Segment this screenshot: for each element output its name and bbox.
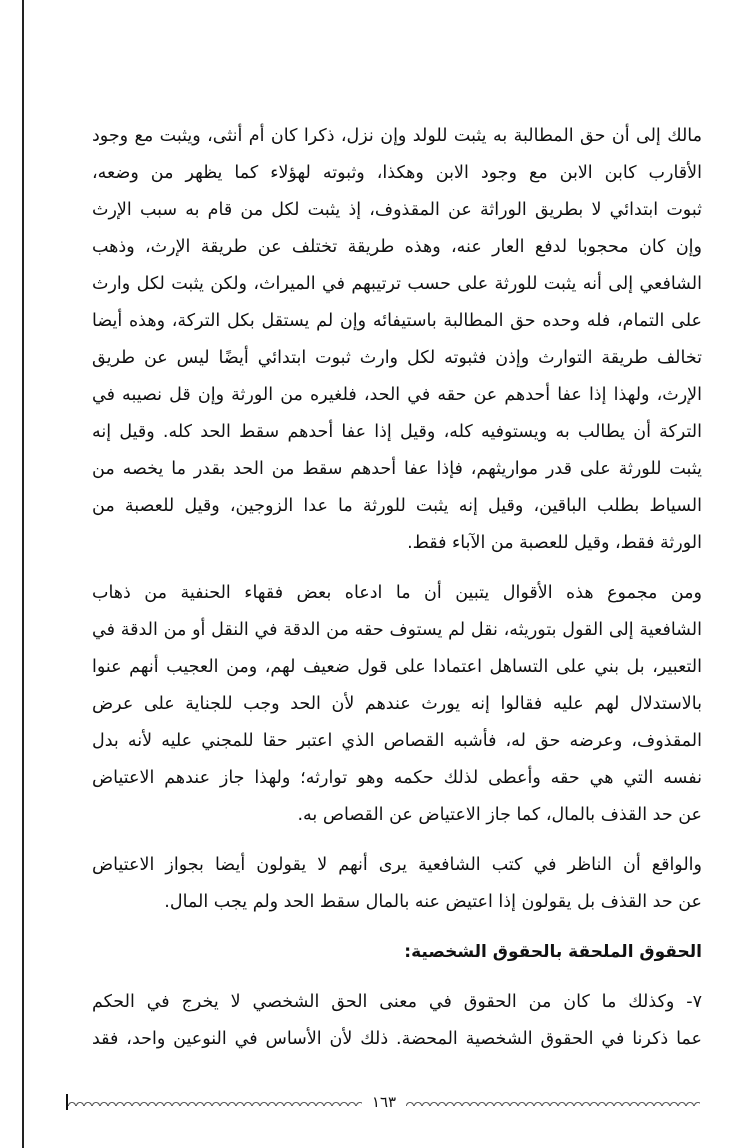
text-line: يثبت للورثة على قدر مواريثهم، فإذا عفا أحدهم سقط من الحد بقدر ما يخصه من (92, 459, 702, 479)
page-body (92, 118, 702, 1058)
section-heading: الحقوق الملحقة بالحقوق الشخصية: (404, 942, 702, 962)
text-line: مالك إلى أن حق المطالبة به يثبت للولد وإن نزل، ذكرا كان أم أنثى، ويثبت مع وجود (92, 126, 702, 146)
text-line: الشافعي إلى أنه يثبت للورثة على حسب ترتيبهم في الميراث، ولكن يثبت لكل وارث (92, 274, 702, 294)
text-line: الورثة فقط، وقيل للعصبة من الآباء فقط. (407, 533, 702, 553)
paragraph-4 (92, 984, 702, 1058)
text-line: عما ذكرنا في الحقوق الشخصية المحضة. ذلك لأن الأساس في النوعين واحد، فقد (92, 1029, 702, 1049)
text-line: ومن مجموع هذه الأقوال يتبين أن ما ادعاه بعض فقهاء الحنفية من ذهاب (92, 583, 702, 603)
page-footer (66, 1090, 700, 1114)
text-line: وإن كان محجوبا لدفع العار عنه، وهذه طريقة تختلف عن طريقة الإرث، وذهب (92, 237, 702, 257)
text-line: عن حد القذف بالمال، كما جاز الاعتياض عن القصاص به. (297, 805, 702, 825)
text-line: الشافعية إلى القول بتوريثه، نقل لم يستوف حقه من الدقة في النقل أو من الدقة في (92, 620, 702, 640)
text-line: عن حد القذف بل يقولون إذا اعتيض عنه بالمال سقط الحد ولم يجب المال. (164, 892, 702, 912)
text-line: الأقارب كابن الابن مع وجود الابن وهكذا، وثبوته لهؤلاء كما يظهر من وضعه، (92, 163, 702, 183)
text-line: ٧- وكذلك ما كان من الحقوق في معنى الحق الشخصي لا يخرج في الحكم (92, 992, 702, 1012)
footer-wavy-rule-right (406, 1098, 700, 1106)
text-line: المقذوف، وعرضه حق له، فأشبه القصاص الذي اعتبر حقا للمجني عليه لأنه بدل (92, 731, 702, 751)
text-line: التعبير، بل بني على التساهل اعتمادا على قول ضعيف لهم، ومن العجيب أنهم عنوا (92, 657, 702, 677)
text-line: على التمام، فله وحده حق المطالبة باستيفائه وإن لم يستقل بكل التركة، وهذه أيضا (92, 311, 702, 331)
text-line: السياط بطلب الباقين، وقيل إنه يثبت للورثة ما عدا الزوجين، وقيل للعصبة من (92, 496, 702, 516)
paragraph-3 (92, 847, 702, 921)
paragraph-1 (92, 118, 702, 562)
text-line: الإرث، ولهذا إذا عفا أحدهم عن حقه في الحد، فلغيره من الورثة وإن قل نصيبه في (92, 385, 702, 405)
text-line: التركة أن يطالب به ويستوفيه كله، وقيل إذا عفا أحدهم سقط الحد كله. وقيل إنه (92, 422, 702, 442)
footer-wavy-rule-left (68, 1098, 362, 1106)
text-line: ثبوت ابتدائي لا بطريق الوراثة عن المقذوف، إذ يثبت لكل من قام به سبب الإرث (92, 200, 702, 220)
paragraph-2 (92, 575, 702, 834)
page-edge-line (22, 0, 24, 1148)
text-line: والواقع أن الناظر في كتب الشافعية يرى أنهم لا يقولون أيضا بجواز الاعتياض (92, 855, 702, 875)
page-number: ١٦٣ (371, 1093, 397, 1111)
text-line: تخالف طريقة التوارث وإذن فثبوته لكل وارث ثبوت ابتدائي أيضًا ليس عن طريق (92, 348, 702, 368)
text-line: نفسه التي هي حقه وأعطى لذلك حكمه وهو توارثه؛ ولهذا جاز عندهم الاعتياض (92, 768, 702, 788)
text-line: بالاستدلال لهم عليه فقالوا إنه يورث عندهم لأن الحد وجب للجناية على عرض (92, 694, 702, 714)
